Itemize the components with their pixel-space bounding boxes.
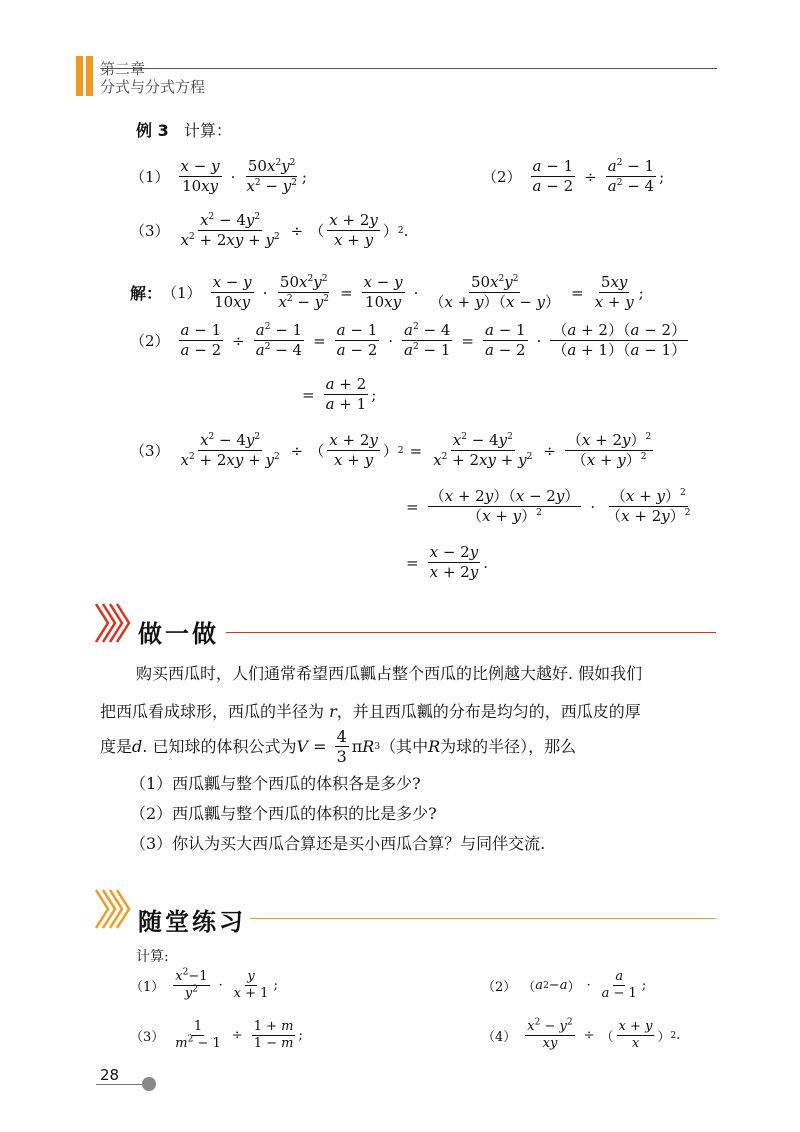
section-title-practice: 做一做	[138, 619, 219, 648]
header-rule	[100, 68, 717, 69]
section-chevron-red-icon	[92, 600, 136, 646]
paragraph-line-3: 度是 d . 已知球的体积公式为 V = $\frac{4}{3}$ π R 3 （其中 R 为球的半径），那么	[100, 727, 577, 766]
exercise-1: （1） $\frac{x^2-1}{y^2}$ · $\frac{y}{x + 1}$ ;	[130, 967, 278, 1001]
problem-3: （3） $\frac{x^2 - 4y^2}{x^2 + 2xy + y^2}$ ÷ （ $\frac{x + 2y}{x + y}$ ） 2 .	[130, 211, 409, 249]
section-chevron-orange-icon	[92, 886, 136, 932]
page-number: 28	[100, 1066, 120, 1084]
solution-3-result: = $\frac{x - 2y}{x + 2y}$ .	[406, 543, 488, 581]
problem-1: （1） $\frac{x - y}{10xy}$ · $\frac{50x^2y^2}{x^2 - y^2}$ ;	[130, 157, 307, 195]
solution-2: （2） $\frac{a - 1}{a - 2}$ ÷ $\frac{a^2 - 1}{a^2 - 4}$ = $\frac{a - 1}{a - 2}$ · $\frac{a^2 - 4}{a^2 - 1}$ = $\frac{a - 1}{a - 2}$ · $\frac{(a + 2)(a - 2)}{(a + 1)(a - 1)}$	[130, 321, 687, 359]
footer-rule	[96, 1084, 148, 1085]
header-bar-right	[86, 56, 93, 96]
example-instruction: 计算：	[183, 121, 232, 140]
section-title-exercise: 随堂练习	[138, 907, 246, 936]
exercise-4: （4） $\frac{x^2 - y^2}{xy}$ ÷ （ $\frac{x + y}{x}$ ） 2 .	[482, 1017, 681, 1051]
question-1: （1）西瓜瓤与整个西瓜的体积各是多少?	[130, 774, 421, 793]
solution-3: （3） $\frac{x^2 - 4y^2}{x^2 + 2xy + y^2}$ ÷ （ $\frac{x + 2y}{x + y}$ ） 2 = $\frac{x^2 - 4y^2}{x^2 + 2xy + y^2}$ ÷ $\frac{(x + 2y)^2}{(x + y)^2}$	[130, 431, 652, 469]
paragraph-line-2: 把西瓜看成球形，西瓜的半径为 r，并且西瓜瓤的分布是均匀的，西瓜皮的厚	[100, 702, 641, 721]
solution-1: 解： （1） $\frac{x - y}{10xy}$ · $\frac{50x^2y^2}{x^2 - y^2}$ = $\frac{x - y}{10xy}$ · $\frac{50x^2y^2}{(x + y)(x - y)}$ = $\frac{5xy}{x + y}$ ;	[130, 273, 644, 311]
exercise-2: （2） （ a 2 − a ） · $\frac{a}{a - 1}$ ;	[482, 969, 647, 1001]
chapter-subtitle: 分式与分式方程	[100, 78, 206, 96]
paragraph-line-1: 购买西瓜时，人们通常希望西瓜瓤占整个西瓜的比例越大越好. 假如我们	[136, 664, 643, 683]
chapter-title: 第二章	[100, 60, 146, 78]
solution-2-result: = $\frac{a + 2}{a + 1}$ ;	[302, 375, 377, 413]
footer-dot	[142, 1077, 156, 1091]
section-rule-red	[226, 632, 716, 633]
exercise-3: （3） $\frac{1}{m^2 - 1}$ ÷ $\frac{1 + m}{1 - m}$ ;	[130, 1019, 303, 1051]
section-rule-orange	[250, 918, 716, 919]
question-2: （2）西瓜瓤与整个西瓜的体积的比是多少?	[130, 804, 437, 823]
question-3: （3）你认为买大西瓜合算还是买小西瓜合算？与同伴交流.	[130, 834, 546, 853]
problem-2: （2） $\frac{a - 1}{a - 2}$ ÷ $\frac{a^2 - 1}{a^2 - 4}$ ;	[482, 157, 665, 195]
exercise-instruction: 计算:	[136, 949, 169, 965]
solution-3-step2: = $\frac{(x + 2y)(x - 2y)}{(x + y)^2}$ · $\frac{(x + y)^2}{(x + 2y)^2}$	[406, 487, 691, 525]
header-bar-left	[76, 56, 83, 96]
example-heading	[136, 118, 232, 141]
example-label: 例 3	[136, 121, 169, 140]
